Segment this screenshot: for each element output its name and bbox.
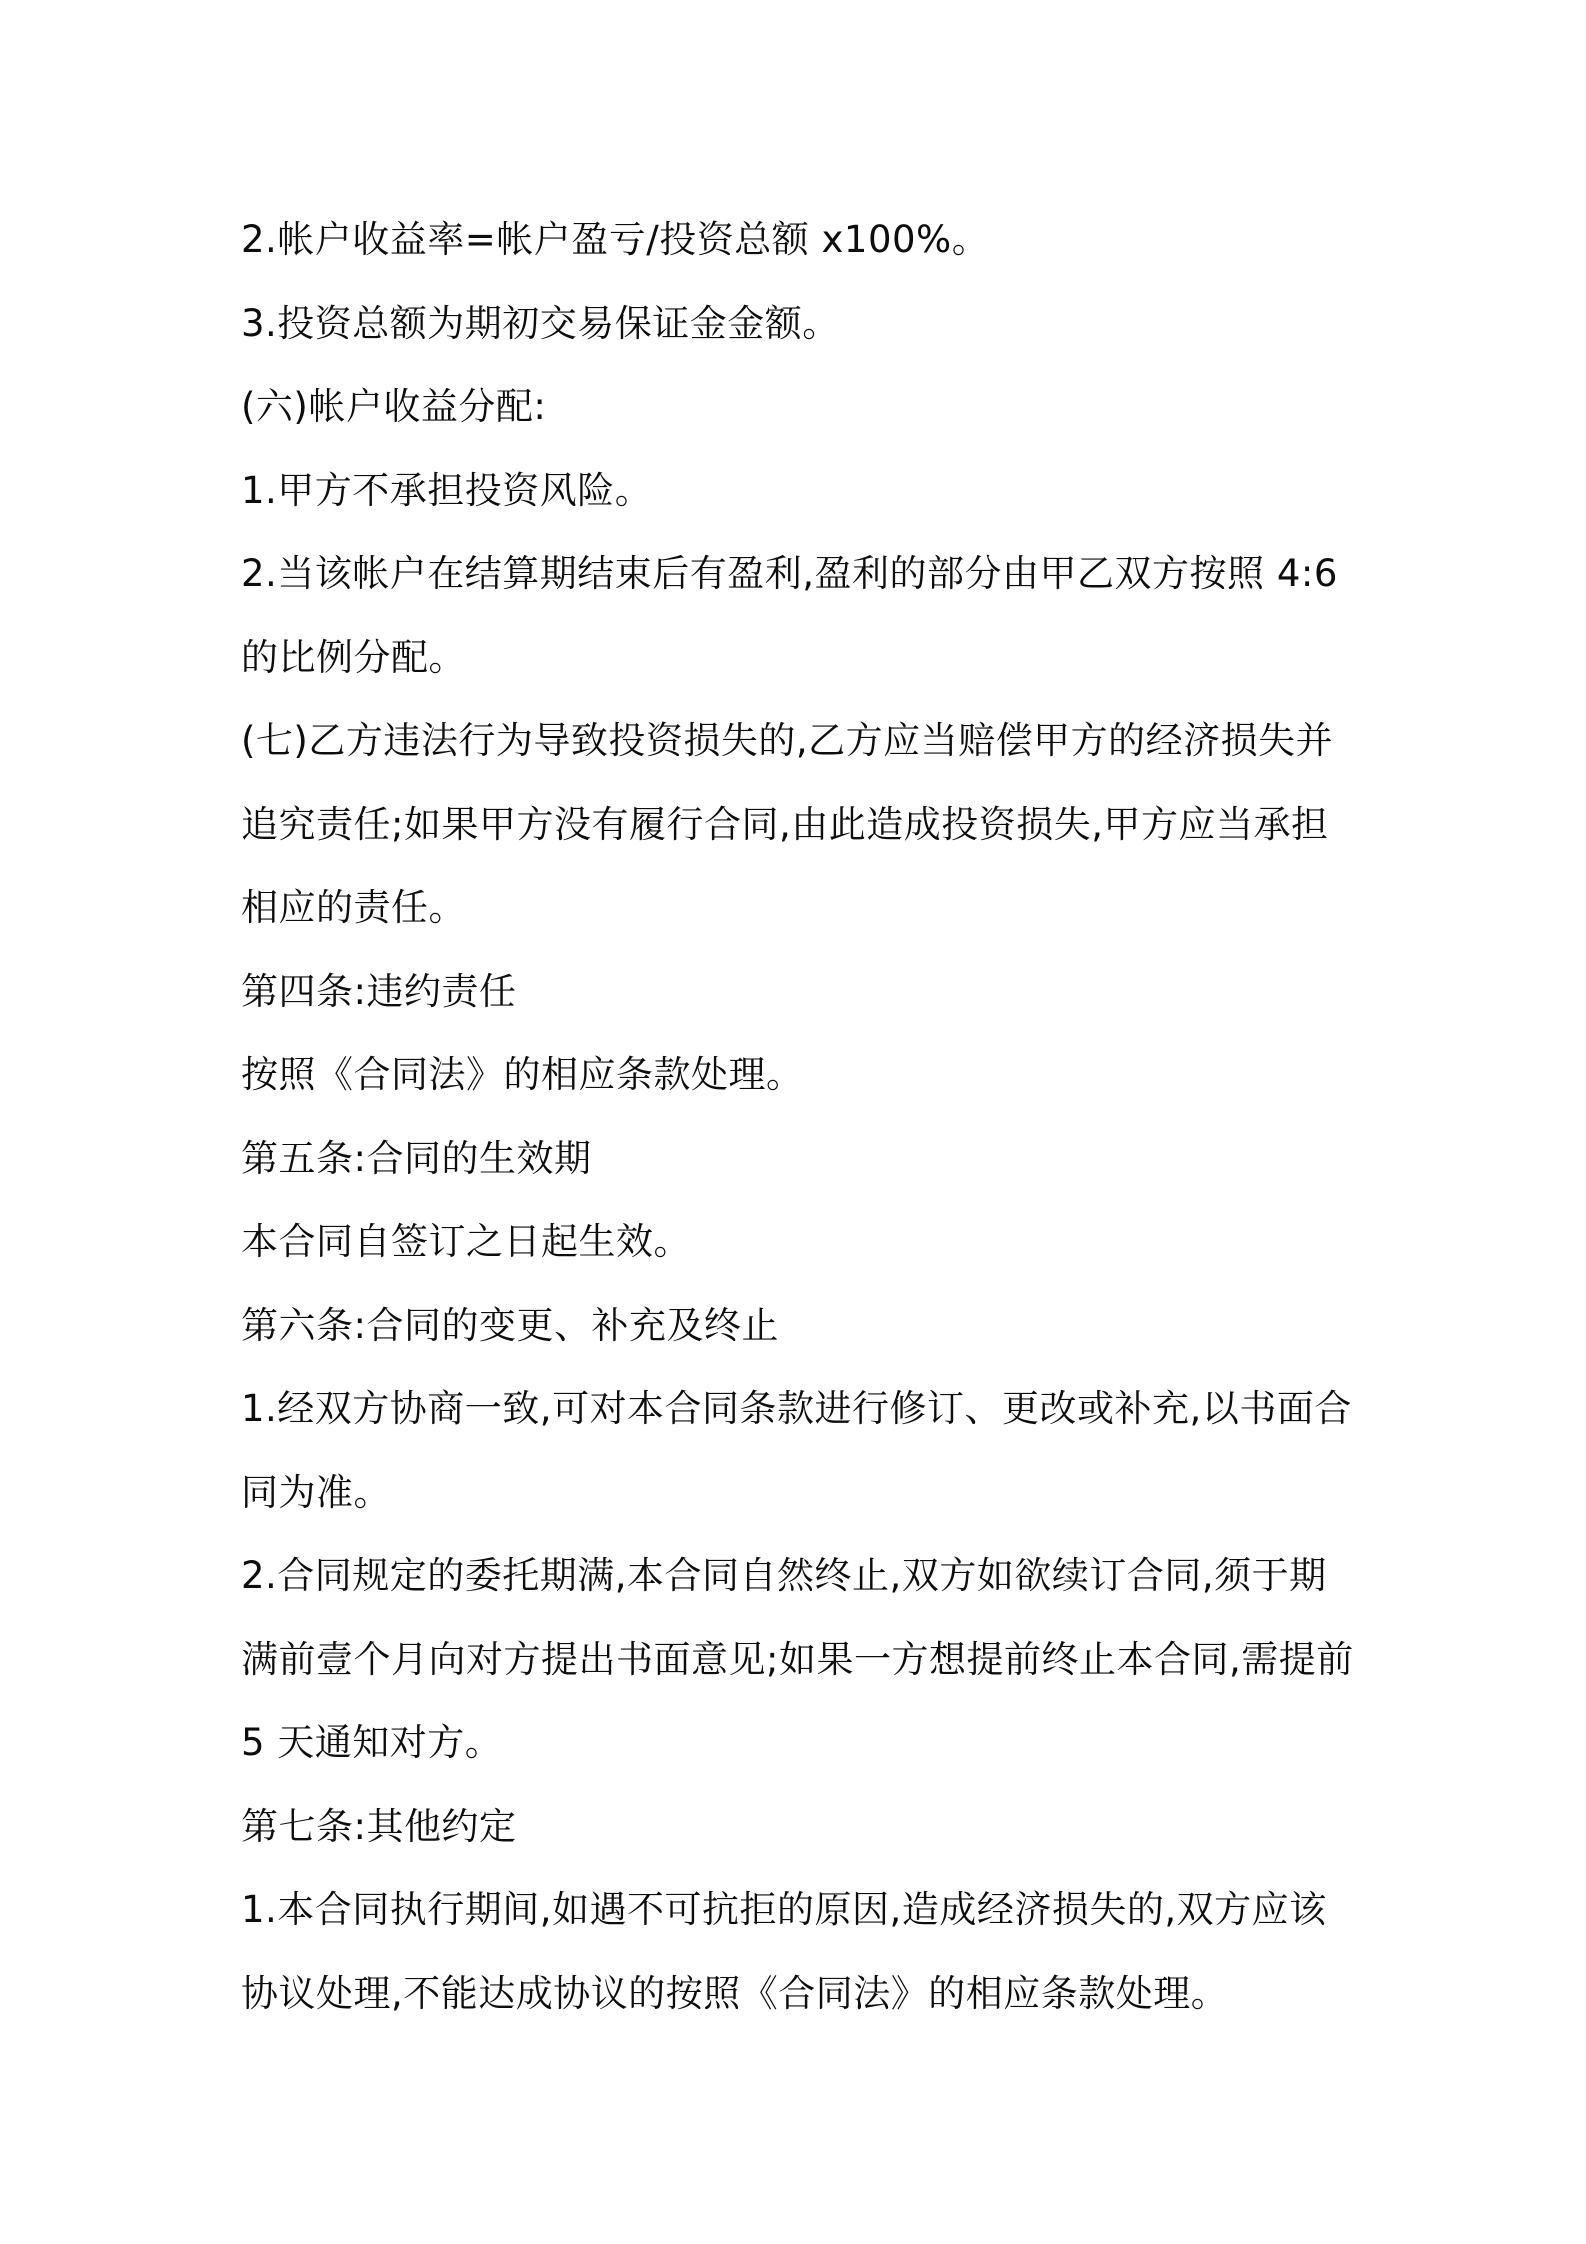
text-line: 按照《合同法》的相应条款处理。 xyxy=(241,1053,804,1096)
article-heading: 第五条:合同的生效期 xyxy=(241,1136,592,1180)
text-line: 1.甲方不承担投资风险。 xyxy=(241,468,653,512)
text-line: 5 天通知对方。 xyxy=(241,1721,503,1764)
article-heading: 第六条:合同的变更、补充及终止 xyxy=(241,1303,779,1347)
text-line: 满前壹个月向对方提出书面意见;如果一方想提前终止本合同,需提前 xyxy=(241,1637,1354,1681)
section-heading: (六)帐户收益分配: xyxy=(241,385,547,428)
text-line: 相应的责任。 xyxy=(241,886,466,929)
document-body xyxy=(241,198,1361,2035)
article-heading: 第七条:其他约定 xyxy=(241,1804,517,1848)
text-line: 2.合同规定的委托期满,本合同自然终止,双方如欲续订合同,须于期 xyxy=(241,1554,1327,1597)
text-line: 的比例分配。 xyxy=(241,635,466,679)
text-line: (七)乙方违法行为导致投资损失的,乙方应当赔偿甲方的经济损失并 xyxy=(241,719,1334,762)
text-line: 2.当该帐户在结算期结束后有盈利,盈利的部分由甲乙双方按照 4:6 xyxy=(241,552,1338,595)
text-line: 协议处理,不能达成协议的按照《合同法》的相应条款处理。 xyxy=(241,1971,1229,2015)
text-line: 本合同自签订之日起生效。 xyxy=(241,1220,691,1263)
text-line: 追究责任;如果甲方没有履行合同,由此造成投资损失,甲方应当承担 xyxy=(241,802,1329,846)
text-line: 1.本合同执行期间,如遇不可抗拒的原因,造成经济损失的,双方应该 xyxy=(241,1888,1327,1931)
text-line: 1.经双方协商一致,可对本合同条款进行修订、更改或补充,以书面合 xyxy=(241,1387,1352,1430)
text-line: 2.帐户收益率=帐户盈亏/投资总额 x100%。 xyxy=(241,218,990,261)
text-line: 3.投资总额为期初交易保证金金额。 xyxy=(241,301,840,345)
article-heading: 第四条:违约责任 xyxy=(241,969,517,1013)
text-line: 同为准。 xyxy=(241,1470,391,1514)
